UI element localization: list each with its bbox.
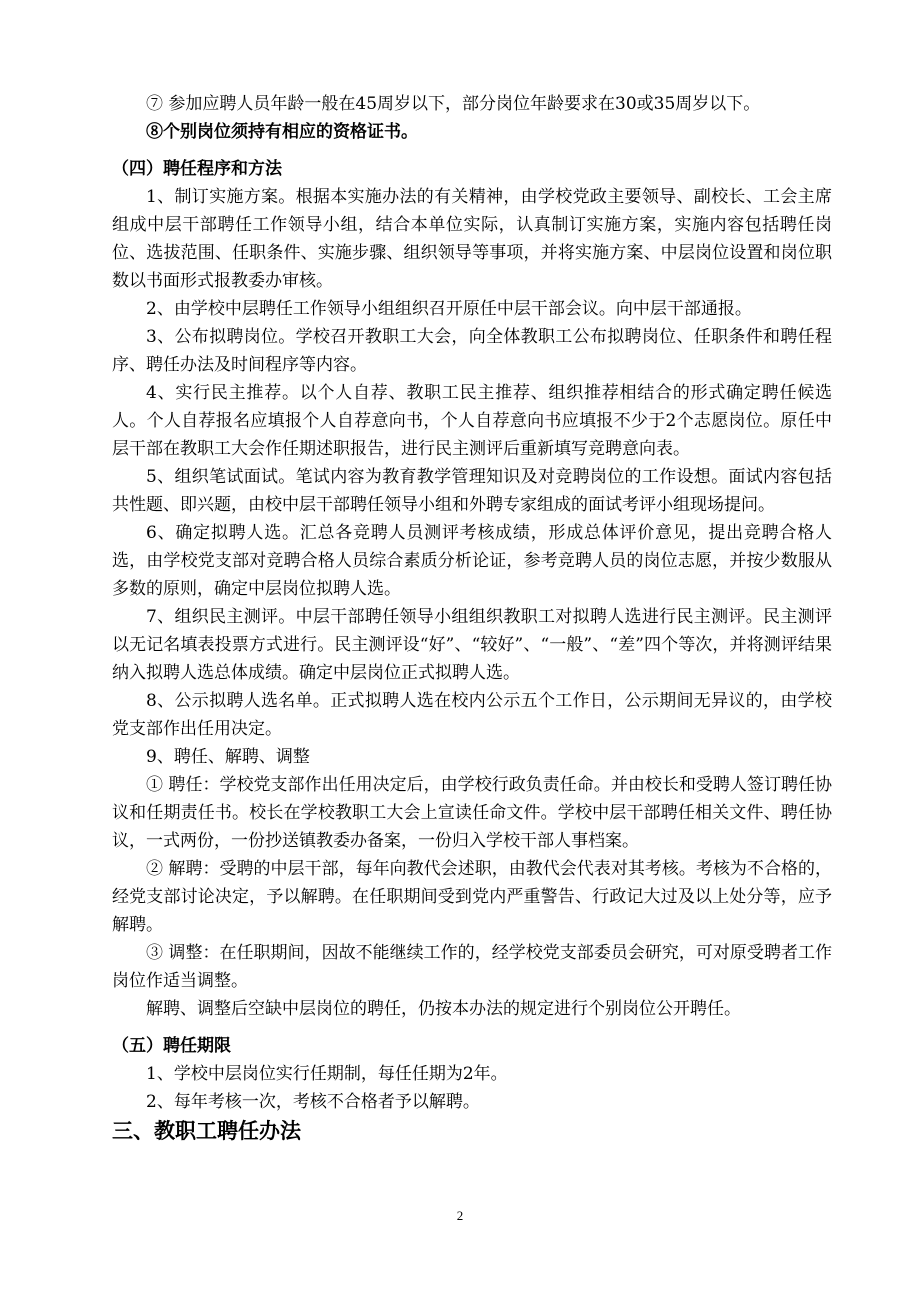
section-4-paragraph: 3、公布拟聘岗位。学校召开教职工大会，向全体教职工公布拟聘岗位、任职条件和聘任程序、聘任办法及时间程序等内容。 [112, 327, 832, 375]
section-4-paragraph: 8、公示拟聘人选名单。正式拟聘人选在校内公示五个工作日，公示期间无异议的，由学校党支部作出任用决定。 [112, 691, 832, 739]
section-4-paragraph: ③ 调整：在任职期间，因故不能继续工作的，经学校党支部委员会研究，可对原受聘者工作岗位作适当调整。 [112, 943, 832, 991]
item-8-paragraph: ⑧个别岗位须持有相应的资格证书。 [146, 122, 418, 142]
section-4-paragraph: ② 解聘：受聘的中层干部，每年向教代会述职，由教代会代表对其考核。考核为不合格的，经党支部讨论决定，予以解聘。在任职期间受到党内严重警告、行政记大过及以上处分等，应予解聘。 [112, 859, 832, 935]
section-4-paragraph: 4、实行民主推荐。以个人自荐、教职工民主推荐、组织推荐相结合的形式确定聘任候选人。个人自荐报名应填报个人自荐意向书，个人自荐意向书应填报不少于2个志愿岗位。原任中层干部在教职工大会作任期述职报告，进行民主测评后重新填写竞聘意向表。 [112, 383, 832, 459]
item-7-paragraph: ⑦ 参加应聘人员年龄一般在45周岁以下，部分岗位年龄要求在30或35周岁以下。 [146, 94, 761, 114]
document-body [112, 90, 832, 1146]
section-4-heading: （四）聘任程序和方法 [112, 159, 282, 179]
section-5-heading: （五）聘任期限 [112, 1036, 231, 1056]
section-5-paragraph: 1、学校中层岗位实行任期制，每任任期为2年。 [146, 1064, 508, 1084]
section-4-paragraph: 2、由学校中层聘任工作领导小组组织召开原任中层干部会议。向中层干部通报。 [146, 299, 752, 319]
section-4-paragraph: 7、组织民主测评。中层干部聘任领导小组组织教职工对拟聘人选进行民主测评。民主测评以无记名填表投票方式进行。民主测评设“好”、“较好”、“一般”、“差”四个等次，并将测评结果纳入拟聘人选总体成绩。确定中层岗位正式拟聘人选。 [112, 607, 832, 683]
section-4-paragraph: 6、确定拟聘人选。汇总各竞聘人员测评考核成绩，形成总体评价意见，提出竞聘合格人选，由学校党支部对竞聘合格人员综合素质分析论证，参考竞聘人员的岗位志愿，并按少数服从多数的原则，确定中层岗位拟聘人选。 [112, 523, 832, 599]
page-number: 2 [456, 1208, 464, 1223]
section-4-paragraph: 5、组织笔试面试。笔试内容为教育教学管理知识及对竞聘岗位的工作设想。面试内容包括共性题、即兴题，由校中层干部聘任领导小组和外聘专家组成的面试考评小组现场提问。 [112, 467, 832, 515]
section-three-heading: 三、教职工聘任办法 [112, 1119, 301, 1143]
section-4-paragraph: ① 聘任：学校党支部作出任用决定后，由学校行政负责任命。并由校长和受聘人签订聘任协议和任期责任书。校长在学校教职工大会上宣读任命文件。学校中层干部聘任相关文件、聘任协议，一式两份，一份抄送镇教委办备案，一份归入学校干部人事档案。 [112, 775, 832, 851]
section-4-paragraph: 1、制订实施方案。根据本实施办法的有关精神，由学校党政主要领导、副校长、工会主席组成中层干部聘任工作领导小组，结合本单位实际，认真制订实施方案，实施内容包括聘任岗位、选拔范围、任职条件、实施步骤、组织领导等事项，并将实施方案、中层岗位设置和岗位职数以书面形式报教委办审核。 [112, 187, 832, 291]
section-5-paragraph: 2、每年考核一次，考核不合格者予以解聘。 [146, 1092, 480, 1112]
section-4-paragraph: 解聘、调整后空缺中层岗位的聘任，仍按本办法的规定进行个别岗位公开聘任。 [146, 999, 741, 1019]
section-4-paragraph: 9、聘任、解聘、调整 [146, 747, 310, 767]
